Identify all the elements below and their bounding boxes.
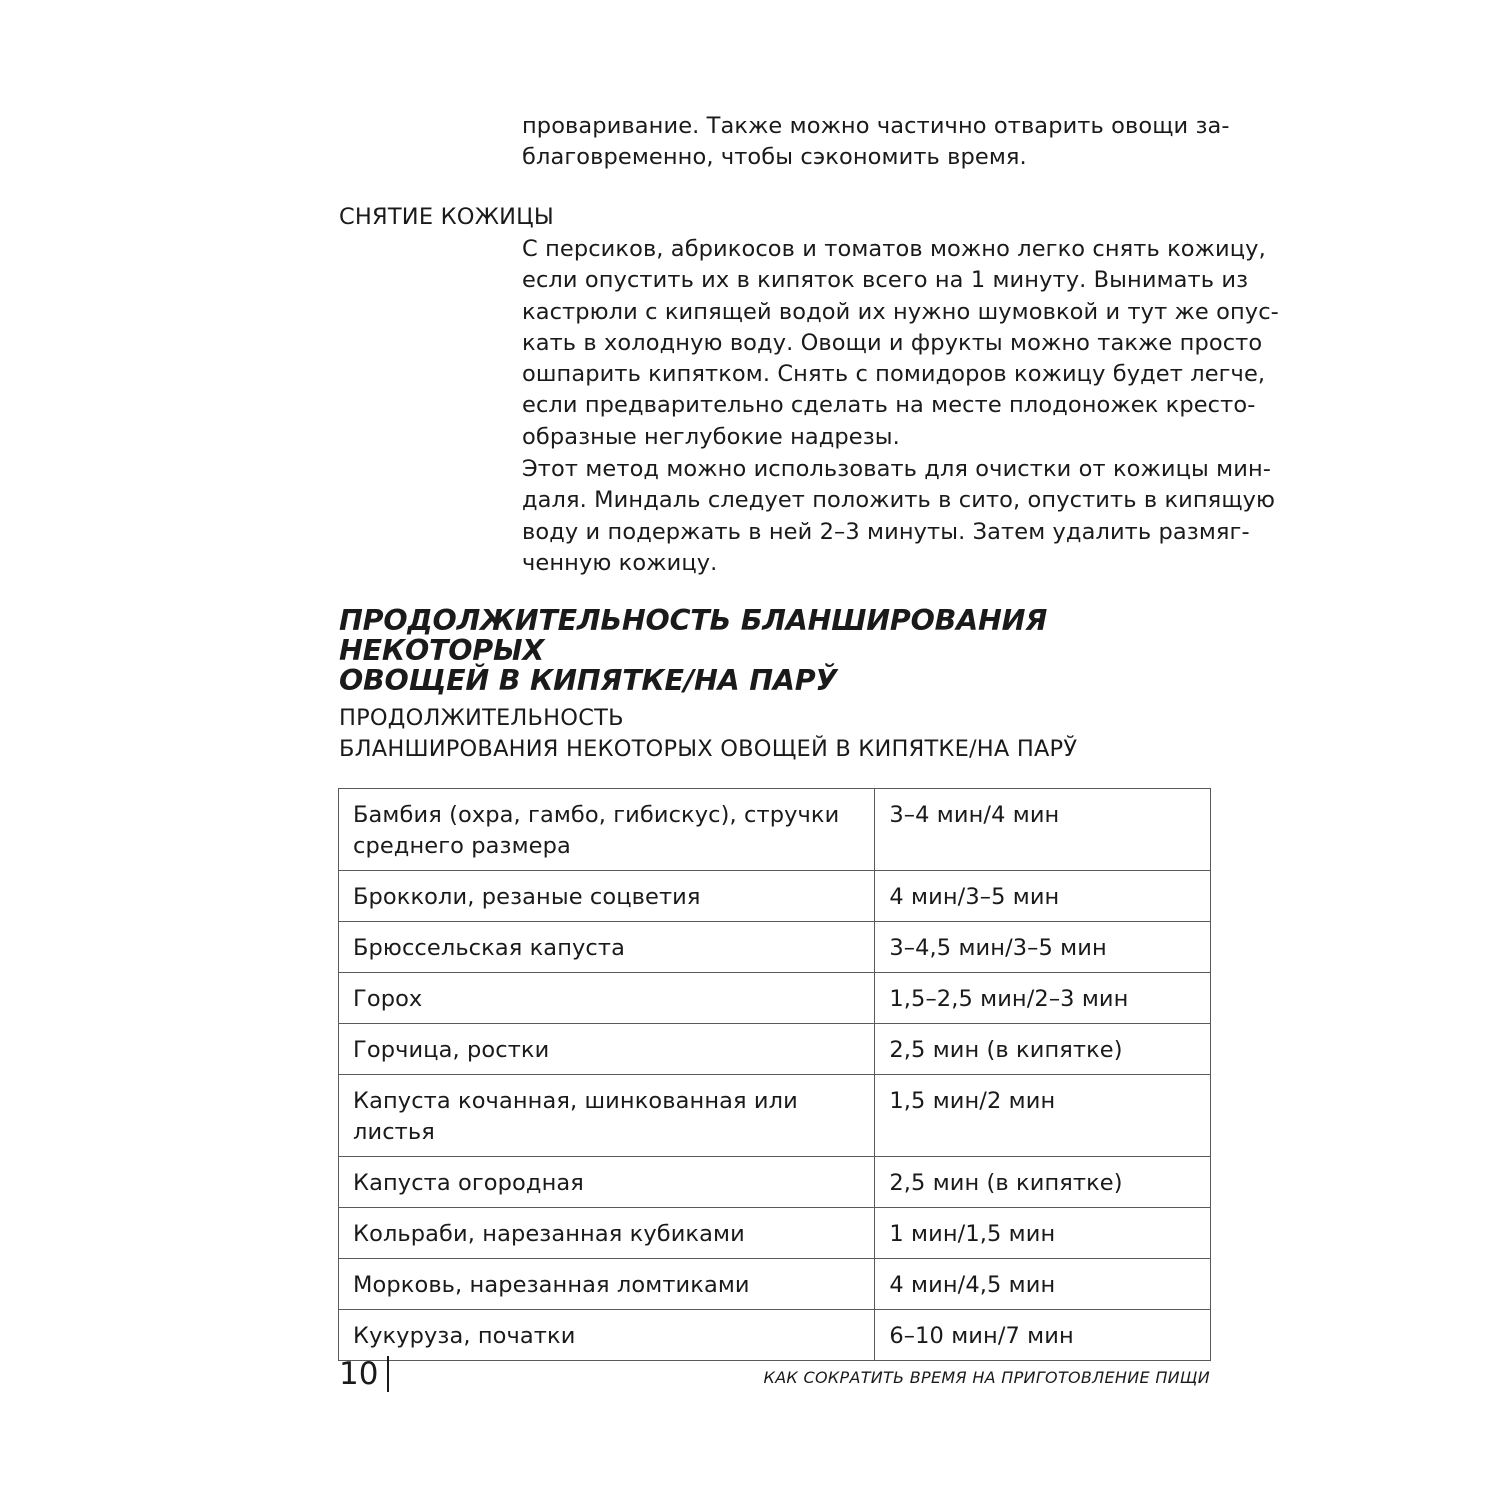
vegetable-cell: Капуста огородная — [339, 1157, 875, 1208]
text-line: ошпарить кипятком. Снять с помидоров кожицу будет легче, — [522, 361, 1266, 388]
main-heading-line: ПРОДОЛЖИТЕЛЬНОСТЬ БЛАНШИРОВАНИЯ НЕКОТОРЫХ — [339, 604, 1048, 667]
blanching-time-cell: 6–10 мин/7 мин — [875, 1310, 1211, 1361]
blanching-table-body — [339, 789, 1211, 1361]
table-row — [339, 1024, 1211, 1075]
blanching-time-cell: 4 мин/3–5 мин — [875, 871, 1211, 922]
table-row — [339, 871, 1211, 922]
blanching-time-cell: 2,5 мин (в кипятке) — [875, 1157, 1211, 1208]
table-row — [339, 922, 1211, 973]
blanching-time-cell: 2,5 мин (в кипятке) — [875, 1024, 1211, 1075]
vegetable-cell: Брюссельская капуста — [339, 922, 875, 973]
text-line: образные неглубокие надрезы. — [522, 423, 900, 450]
blanching-time-cell: 1,5 мин/2 мин — [875, 1075, 1211, 1157]
table-caption-line: ПРОДОЛЖИТЕЛЬНОСТЬ — [339, 705, 624, 731]
table-row — [339, 1157, 1211, 1208]
intro-paragraph — [522, 111, 1230, 174]
page-number-divider — [387, 1356, 389, 1392]
blanching-time-cell: 3–4,5 мин/3–5 мин — [875, 922, 1211, 973]
table-row — [339, 1208, 1211, 1259]
vegetable-cell: Бамбия (охра, гамбо, гибискус), стручки среднего размера — [339, 789, 875, 871]
text-line: Этот метод можно использовать для очистки от кожицы мин- — [522, 456, 1271, 482]
section-heading-skin-removal: СНЯТИЕ КОЖИЦЫ — [339, 204, 554, 230]
table-row — [339, 1310, 1211, 1361]
vegetable-cell: Кольраби, нарезанная кубиками — [339, 1208, 875, 1259]
table-caption-line: БЛАНШИРОВАНИЯ НЕКОТОРЫХ ОВОЩЕЙ В КИПЯТКЕ/НА ПАРЎ — [339, 736, 1078, 762]
blanching-time-cell: 1,5–2,5 мин/2–3 мин — [875, 973, 1211, 1024]
table-row — [339, 1075, 1211, 1157]
text-line: ченную кожицу. — [522, 549, 718, 576]
text-line: благовременно, чтобы сэкономить время. — [522, 144, 1027, 171]
blanching-time-cell: 4 мин/4,5 мин — [875, 1259, 1211, 1310]
table-row — [339, 973, 1211, 1024]
table-row — [339, 1259, 1211, 1310]
table-row — [339, 789, 1211, 871]
vegetable-cell: Морковь, нарезанная ломтиками — [339, 1259, 875, 1310]
text-line: если опустить их в кипяток всего на 1 минуту. Вынимать из — [522, 267, 1249, 294]
vegetable-cell: Капуста кочанная, шинкованная или листья — [339, 1075, 875, 1157]
text-line: проваривание. Также можно частично отварить овощи за- — [522, 113, 1230, 139]
blanching-time-cell: 3–4 мин/4 мин — [875, 789, 1211, 871]
main-heading-line: ОВОЩЕЙ В КИПЯТКЕ/НА ПАРЎ — [339, 664, 838, 697]
almond-paragraph — [522, 454, 1276, 579]
vegetable-cell: Горчица, ростки — [339, 1024, 875, 1075]
text-line: если предварительно сделать на месте плодоножек кресто- — [522, 392, 1256, 419]
page-number: 10 — [339, 1356, 379, 1392]
text-line: С персиков, абрикосов и томатов можно легко снять кожицу, — [522, 236, 1266, 262]
skin-removal-paragraph — [522, 234, 1279, 453]
main-heading — [339, 606, 1219, 696]
text-line: кать в холодную воду. Овощи и фрукты можно также просто — [522, 329, 1263, 356]
vegetable-cell: Горох — [339, 973, 875, 1024]
running-title: КАК СОКРАТИТЬ ВРЕМЯ НА ПРИГОТОВЛЕНИЕ ПИЩИ — [763, 1368, 1210, 1387]
text-line: кастрюли с кипящей водой их нужно шумовкой и тут же опус- — [522, 298, 1279, 325]
table-caption — [339, 703, 1077, 765]
text-line: даля. Миндаль следует положить в сито, опустить в кипящую — [522, 487, 1276, 514]
text-line: воду и подержать в ней 2–3 минуты. Затем удалить размяг- — [522, 518, 1250, 545]
vegetable-cell: Брокколи, резаные соцветия — [339, 871, 875, 922]
blanching-table — [338, 788, 1211, 1361]
blanching-time-cell: 1 мин/1,5 мин — [875, 1208, 1211, 1259]
vegetable-cell: Кукуруза, початки — [339, 1310, 875, 1361]
